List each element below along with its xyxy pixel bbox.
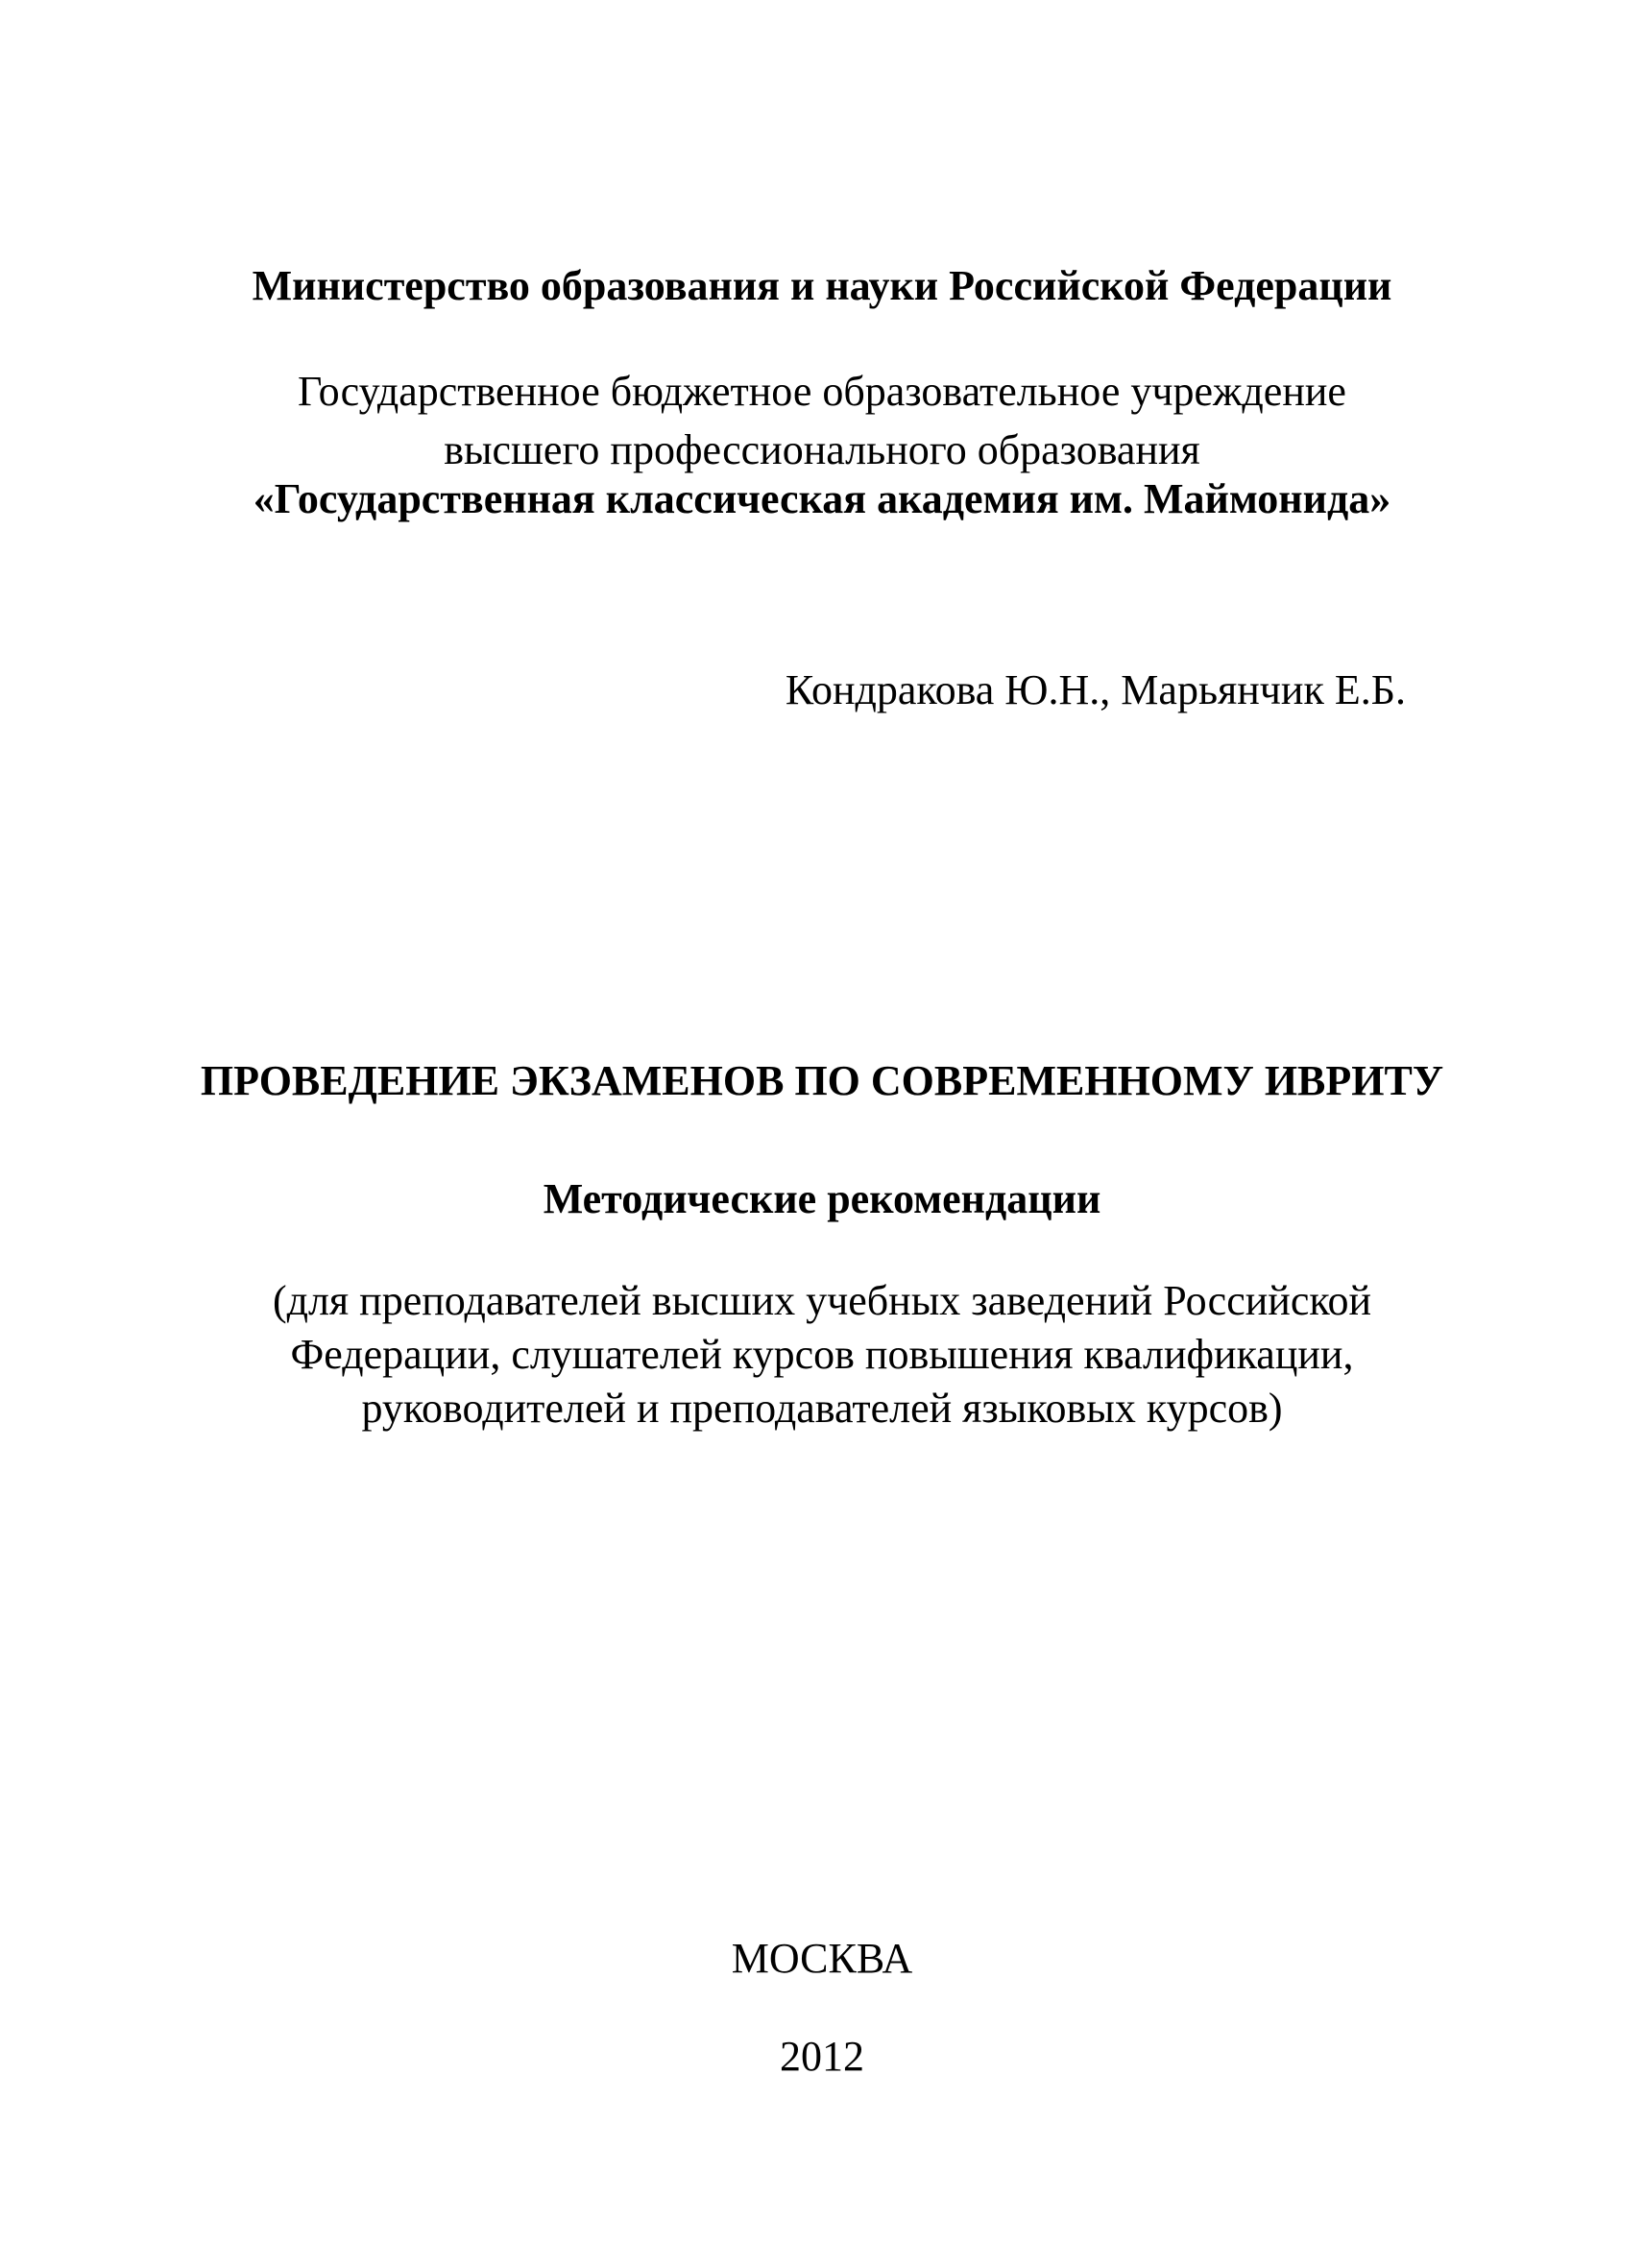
institution-name: «Государственная классическая академия им. Маймонида» [253, 475, 1391, 522]
document-subtitle: Методические рекомендации [543, 1175, 1101, 1222]
authors: Кондракова Ю.Н., Марьянчик Е.Б. [785, 666, 1406, 713]
document-title: ПРОВЕДЕНИЕ ЭКЗАМЕНОВ ПО СОВРЕМЕННОМУ ИВРИТУ [200, 1057, 1444, 1104]
ministry-heading: Министерство образования и науки Российской Федерации [252, 262, 1392, 309]
institution-type-line2: высшего профессионального образования [444, 426, 1200, 473]
audience-line2: Федерации, слушателей курсов повышения квалификации, [290, 1331, 1354, 1378]
publication-year: 2012 [780, 2033, 864, 2080]
audience-line3: руководителей и преподавателей языковых курсов) [361, 1385, 1283, 1432]
audience-line1: (для преподавателей высших учебных заведений Российской [272, 1277, 1372, 1324]
publication-city: МОСКВА [731, 1935, 913, 1982]
institution-type-line1: Государственное бюджетное образовательное учреждение [298, 368, 1346, 415]
